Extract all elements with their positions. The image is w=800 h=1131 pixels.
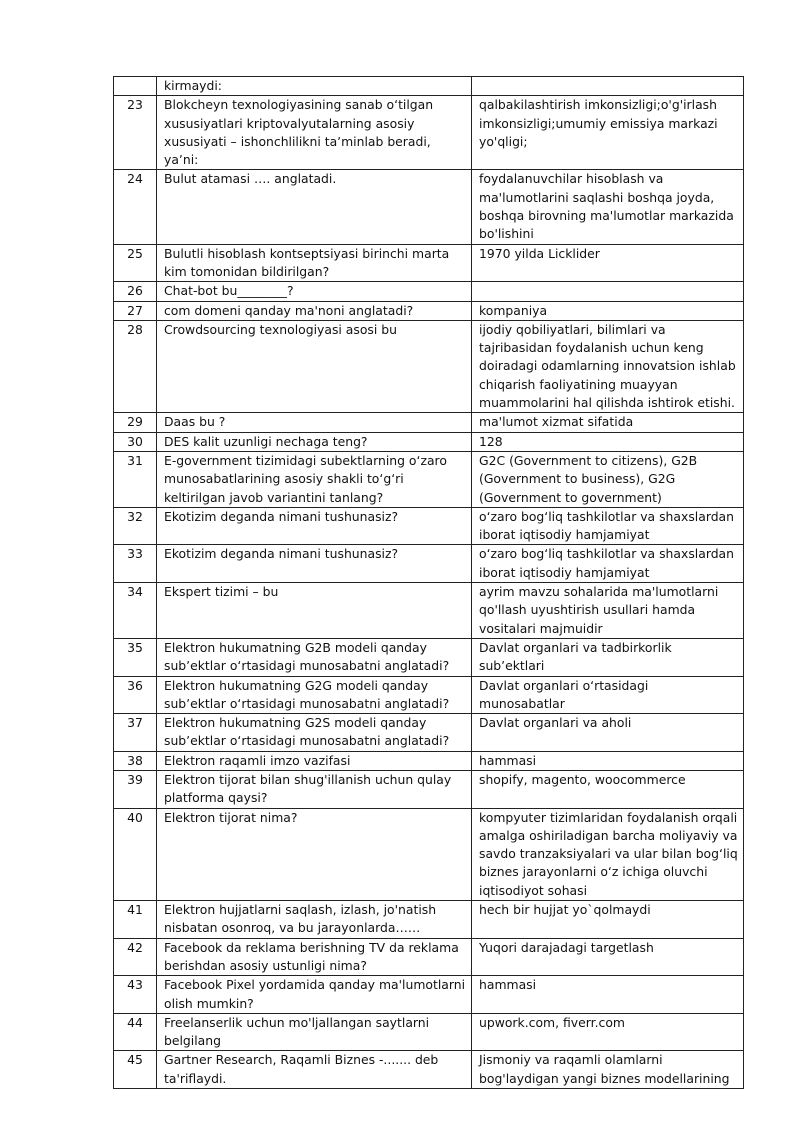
table-row — [114, 282, 744, 301]
answer-cell: Jismoniy va raqamli olamlarni bog'laydigan yangi biznes modellarining — [472, 1051, 744, 1089]
table-row — [114, 413, 744, 432]
question-cell: Elektron hukumatning G2G modeli qanday subʼektlar oʻrtasidagi munosabatni anglatadi? — [157, 676, 472, 714]
row-number: 32 — [114, 507, 157, 545]
answer-cell: Davlat organlari va tadbirkorlik subʼektlari — [472, 638, 744, 676]
answer-cell: ayrim mavzu sohalarida ma'lumotlarni qo'llash uyushtirish usullari hamda vositalari majmuidir — [472, 583, 744, 639]
row-number: 25 — [114, 244, 157, 282]
row-number — [114, 77, 157, 96]
answer-cell: upwork.com, fiverr.com — [472, 1013, 744, 1051]
row-number: 35 — [114, 638, 157, 676]
answer-cell — [472, 77, 744, 96]
qa-table — [113, 76, 744, 1089]
row-number: 38 — [114, 751, 157, 770]
question-cell: DES kalit uzunligi nechaga teng? — [157, 432, 472, 451]
row-number: 26 — [114, 282, 157, 301]
question-cell: Blokcheyn texnologiyasining sanab oʻtilgan xususiyatlari kriptovalyutalarning asosiy xususiyati – ishonchlilikni taʼminlab beradi, yaʼni: — [157, 96, 472, 170]
row-number: 40 — [114, 808, 157, 900]
question-cell: Elektron raqamli imzo vazifasi — [157, 751, 472, 770]
table-row — [114, 432, 744, 451]
question-cell: Freelanserlik uchun mo'ljallangan saytlarni belgilang — [157, 1013, 472, 1051]
row-number: 28 — [114, 320, 157, 412]
question-cell: E-government tizimidagi subektlarning oʻzaro munosabatlarining asosiy shakli toʻgʻri keltirilgan javob variantini tanlang? — [157, 451, 472, 507]
answer-cell: foydalanuvchilar hisoblash va ma'lumotlarini saqlashi boshqa joyda, boshqa birovning ma'lumotlar markazida bo'lishini — [472, 170, 744, 244]
table-row — [114, 976, 744, 1014]
answer-cell: oʻzaro bogʻliq tashkilotlar va shaxslardan iborat iqtisodiy hamjamiyat — [472, 545, 744, 583]
row-number: 34 — [114, 583, 157, 639]
row-number: 29 — [114, 413, 157, 432]
table-row — [114, 170, 744, 244]
question-cell: Elektron hukumatning G2S modeli qanday subʼektlar oʻrtasidagi munosabatni anglatadi? — [157, 714, 472, 752]
row-number: 42 — [114, 938, 157, 976]
table-row — [114, 507, 744, 545]
table-row — [114, 751, 744, 770]
qa-table-body — [114, 77, 744, 1089]
answer-cell: ijodiy qobiliyatlari, bilimlari va tajribasidan foydalanish uchun keng doiradagi odamlarning innovatsion ishlab chiqarish faoliyatining muayyan muammolarini hal qilishda ishtirok etishi. — [472, 320, 744, 412]
table-row — [114, 714, 744, 752]
row-number: 30 — [114, 432, 157, 451]
row-number: 41 — [114, 901, 157, 939]
row-number: 24 — [114, 170, 157, 244]
answer-cell — [472, 282, 744, 301]
question-cell: Facebook da reklama berishning TV da reklama berishdan asosiy ustunligi nima? — [157, 938, 472, 976]
table-row — [114, 676, 744, 714]
answer-cell: ma'lumot xizmat sifatida — [472, 413, 744, 432]
answer-cell: shopify, magento, woocommerce — [472, 770, 744, 808]
table-row — [114, 938, 744, 976]
table-row — [114, 545, 744, 583]
question-cell: Chat-bot bu________? — [157, 282, 472, 301]
table-row — [114, 244, 744, 282]
question-cell: Ekotizim deganda nimani tushunasiz? — [157, 545, 472, 583]
question-cell: Gartner Research, Raqamli Biznes -....... deb ta'riflaydi. — [157, 1051, 472, 1089]
answer-cell: Davlat organlari va aholi — [472, 714, 744, 752]
question-cell: Daas bu ? — [157, 413, 472, 432]
row-number: 45 — [114, 1051, 157, 1089]
table-row — [114, 901, 744, 939]
row-number: 27 — [114, 301, 157, 320]
question-cell: Elektron hukumatning G2B modeli qanday subʼektlar oʻrtasidagi munosabatni anglatadi? — [157, 638, 472, 676]
question-cell: Facebook Pixel yordamida qanday ma'lumotlarni olish mumkin? — [157, 976, 472, 1014]
answer-cell: hammasi — [472, 751, 744, 770]
question-cell: kirmaydi: — [157, 77, 472, 96]
answer-cell: 1970 yilda Licklider — [472, 244, 744, 282]
row-number: 36 — [114, 676, 157, 714]
table-row — [114, 583, 744, 639]
question-cell: Ekotizim deganda nimani tushunasiz? — [157, 507, 472, 545]
question-cell: Bulut atamasi …. anglatadi. — [157, 170, 472, 244]
table-row — [114, 77, 744, 96]
table-row — [114, 1013, 744, 1051]
question-cell: Elektron hujjatlarni saqlash, izlash, jo'natish nisbatan osonroq, va bu jarayonlarda…… — [157, 901, 472, 939]
answer-cell: Davlat organlari oʻrtasidagi munosabatlar — [472, 676, 744, 714]
table-row — [114, 320, 744, 412]
row-number: 44 — [114, 1013, 157, 1051]
row-number: 33 — [114, 545, 157, 583]
answer-cell: 128 — [472, 432, 744, 451]
answer-cell: qalbakilashtirish imkonsizligi;o'g'irlash imkonsizligi;umumiy emissiya markazi yo'qligi; — [472, 96, 744, 170]
table-row — [114, 638, 744, 676]
question-cell: Bulutli hisoblash kontseptsiyasi birinchi marta kim tomonidan bildirilgan? — [157, 244, 472, 282]
row-number: 43 — [114, 976, 157, 1014]
answer-cell: oʻzaro bogʻliq tashkilotlar va shaxslardan iborat iqtisodiy hamjamiyat — [472, 507, 744, 545]
row-number: 37 — [114, 714, 157, 752]
question-cell: com domeni qanday ma'noni anglatadi? — [157, 301, 472, 320]
question-cell: Elektron tijorat nima? — [157, 808, 472, 900]
answer-cell: Yuqori darajadagi targetlash — [472, 938, 744, 976]
table-row — [114, 1051, 744, 1089]
row-number: 39 — [114, 770, 157, 808]
answer-cell: kompyuter tizimlaridan foydalanish orqali amalga oshiriladigan barcha moliyaviy va savdo tranzaksiyalari va ular bilan bogʻliq biznes jarayonlarni oʻz ichiga oluvchi iqtisodiyot sohasi — [472, 808, 744, 900]
table-row — [114, 808, 744, 900]
answer-cell: hammasi — [472, 976, 744, 1014]
row-number: 23 — [114, 96, 157, 170]
table-row — [114, 301, 744, 320]
table-row — [114, 451, 744, 507]
row-number: 31 — [114, 451, 157, 507]
table-row — [114, 770, 744, 808]
answer-cell: kompaniya — [472, 301, 744, 320]
question-cell: Elektron tijorat bilan shug'illanish uchun qulay platforma qaysi? — [157, 770, 472, 808]
answer-cell: hech bir hujjat yo`qolmaydi — [472, 901, 744, 939]
answer-cell: G2C (Government to citizens), G2B (Government to business), G2G (Government to government) — [472, 451, 744, 507]
table-row — [114, 96, 744, 170]
question-cell: Ekspert tizimi – bu — [157, 583, 472, 639]
question-cell: Crowdsourcing texnologiyasi asosi bu — [157, 320, 472, 412]
